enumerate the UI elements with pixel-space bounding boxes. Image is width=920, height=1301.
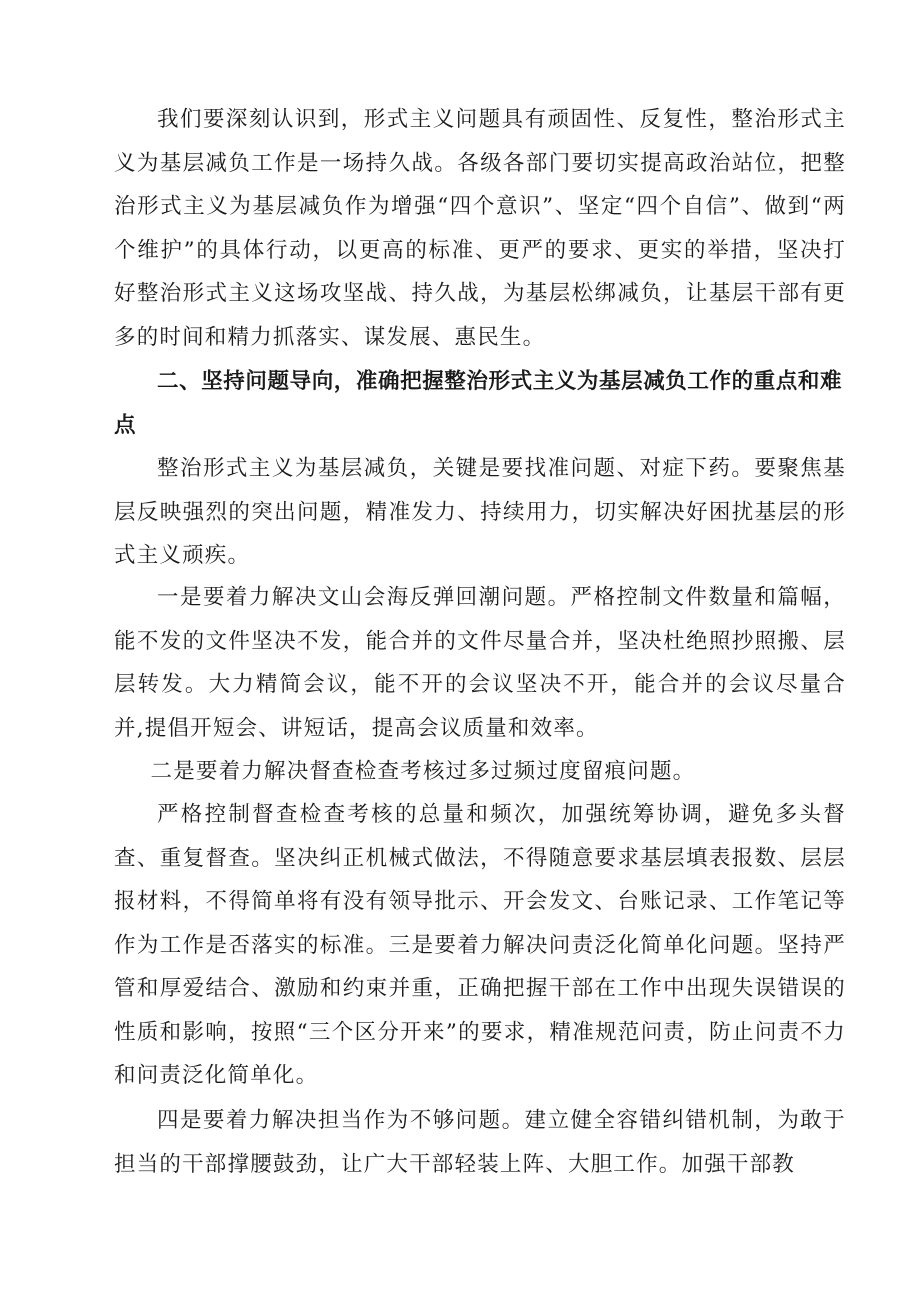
paragraph-6: 四是要着力解决担当作为不够问题。建立健全容错纠错机制，为敢于担当的干部撑腰鼓劲，让广大干部轻装上阵、大胆工作。加强干部教	[114, 1108, 846, 1177]
paragraph-1: 我们要深刻认识到，形式主义问题具有顽固性、反复性，整治形式主义为基层减负工作是一场持久战。各级各部门要切实提高政治站位，把整治形式主义为基层减负作为增强“四个意识”、坚定“四个自信”、做到“两个维护”的具体行动，以更高的标准、更严的要求、更实的举措，坚决打好整治形式主义这场攻坚战、持久战，为基层松绑减负，让基层干部有更多的时间和精力抓落实、谋发展、惠民生。	[114, 107, 846, 350]
section-heading-2: 二、坚持问题导向，准确把握整治形式主义为基层减负工作的重点和难点	[114, 369, 843, 438]
paragraph-3: 一是要着力解决文山会海反弹回潮问题。严格控制文件数量和篇幅，能不发的文件坚决不发，能合并的文件尽量合并，坚决杜绝照抄照搬、层层转发。大力精简会议，能不开的会议坚决不开，能合并的会议尽量合并,提倡开短会、讲短话，提高会议质量和效率。	[114, 585, 846, 741]
paragraph-4: 二是要着力解决督查检查考核过多过频过度留痕问题。	[150, 759, 696, 784]
paragraph-5: 严格控制督查检查考核的总量和频次，加强统筹协调，避免多头督查、重复督查。坚决纠正机械式做法，不得随意要求基层填表报数、层层报材料，不得简单将有没有领导批示、开会发文、台账记录、工作笔记等作为工作是否落实的标准。三是要着力解决问责泛化简单化问题。坚持严管和厚爱结合、激励和约束并重，正确把握干部在工作中出现失误错误的性质和影响，按照“三个区分开来”的要求，精准规范问责，防止问责不力和问责泛化简单化。	[114, 802, 846, 1088]
paragraph-2: 整治形式主义为基层减负，关键是要找准问题、对症下药。要聚焦基层反映强烈的突出问题，精准发力、持续用力，切实解决好困扰基层的形式主义顽疾。	[114, 456, 846, 568]
